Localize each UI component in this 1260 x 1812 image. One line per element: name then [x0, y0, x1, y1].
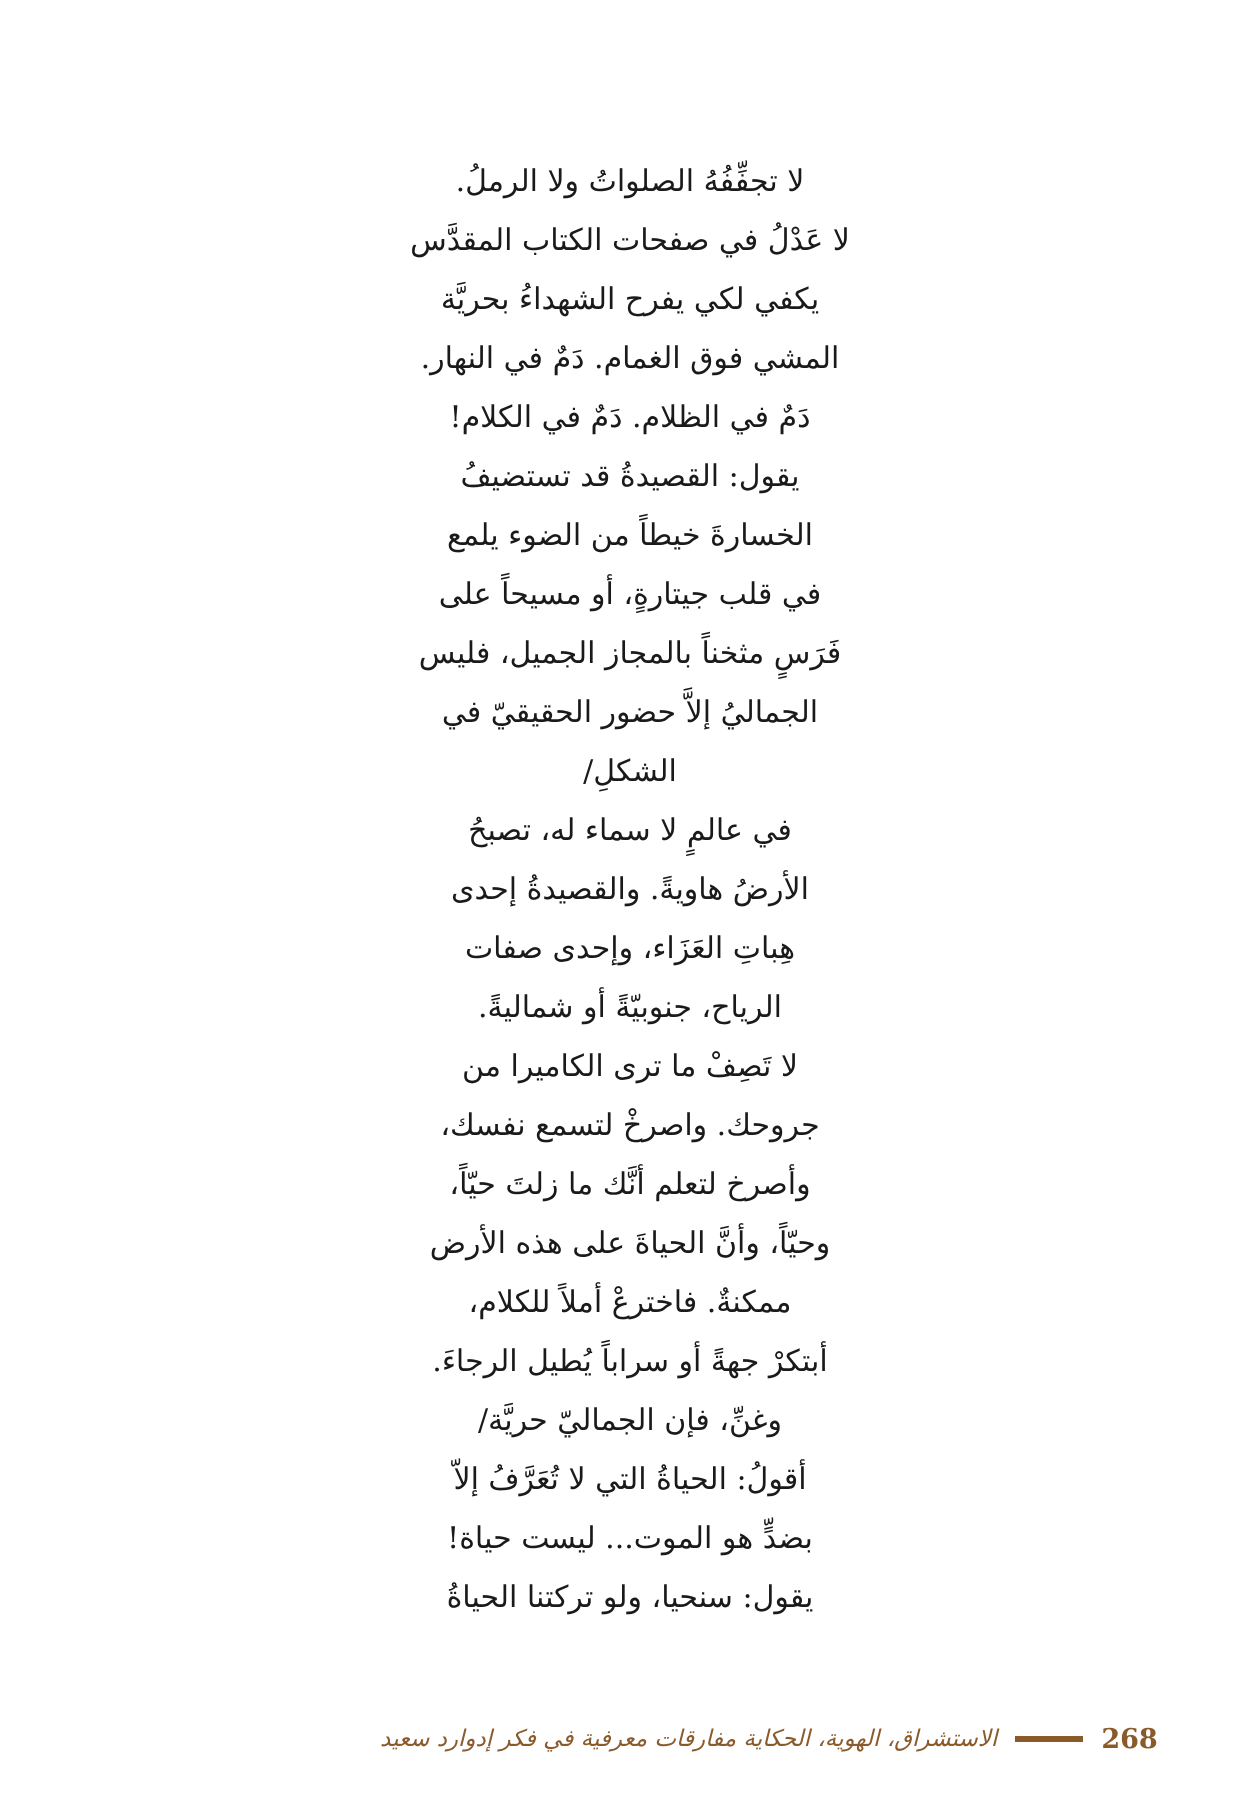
- poem-line: فَرَسٍ مثخناً بالمجاز الجميل، فليس: [418, 636, 842, 671]
- poem-line: جروحك. واصرخْ لتسمع نفسك،: [440, 1108, 820, 1143]
- poem-line: لا تَصِفْ ما ترى الكاميرا من: [462, 1049, 798, 1084]
- poem-line: أبتكرْ جهةً أو سراباً يُطيل الرجاءَ.: [432, 1344, 828, 1379]
- poem-line: الجماليُ إلاَّ حضور الحقيقيّ في: [441, 695, 819, 730]
- footer-divider: [1015, 1736, 1083, 1742]
- poem-line: وحيّاً، وأنَّ الحياةَ على هذه الأرض: [429, 1226, 831, 1261]
- poem-line: لا عَدْلُ في صفحات الكتاب المقدَّس: [410, 223, 850, 258]
- poem-line: وغنِّ، فإن الجماليّ حريَّة/: [478, 1403, 782, 1438]
- poem-line: المشي فوق الغمام. دَمٌ في النهار.: [420, 341, 840, 376]
- poem-line: في عالمٍ لا سماء له، تصبحُ: [468, 813, 792, 848]
- poem-line: دَمٌ في الظلام. دَمٌ في الكلام!: [449, 400, 811, 435]
- poem-line: يقول: سنحيا، ولو تركتنا الحياةُ: [446, 1580, 814, 1615]
- poem-line: الأرضُ هاويةً. والقصيدةُ إحدى: [450, 872, 809, 907]
- book-title: الاستشراق، الهوية، الحكاية مفارقات معرفية في فكر إدوارد سعيد: [380, 1726, 998, 1752]
- poem-line: لا تجفِّفُهُ الصلواتُ ولا الرملُ.: [455, 164, 805, 199]
- poem-line: في قلب جيتارةٍ، أو مسيحاً على: [438, 577, 822, 612]
- poem-line: ممكنةٌ. فاخترعْ أملاً للكلام،: [468, 1285, 792, 1320]
- poem-line: يكفي لكي يفرح الشهداءُ بحريَّة: [440, 282, 820, 317]
- poem-line: الرياح، جنوبيّةً أو شماليةً.: [477, 990, 782, 1025]
- poem-line: وأصرخ لتعلم أنَّك ما زلتَ حيّاً،: [449, 1167, 811, 1202]
- page-footer: [380, 1716, 1170, 1762]
- page-number: 268: [1101, 1723, 1158, 1755]
- poem-line: يقول: القصيدةُ قد تستضيفُ: [460, 459, 800, 494]
- poem-line: بضدٍّ هو الموت... ليست حياة!: [447, 1521, 813, 1556]
- poem-line: أقولُ: الحياةُ التي لا تُعَرَّفُ إلاّ: [453, 1462, 807, 1497]
- poem-body: [0, 152, 1260, 1627]
- poem-line: هِباتِ العَزَاء، وإحدى صفات: [464, 931, 796, 966]
- poem-line: الشكلِ/: [583, 754, 677, 789]
- poem-line: الخسارةَ خيطاً من الضوء يلمع: [446, 518, 814, 553]
